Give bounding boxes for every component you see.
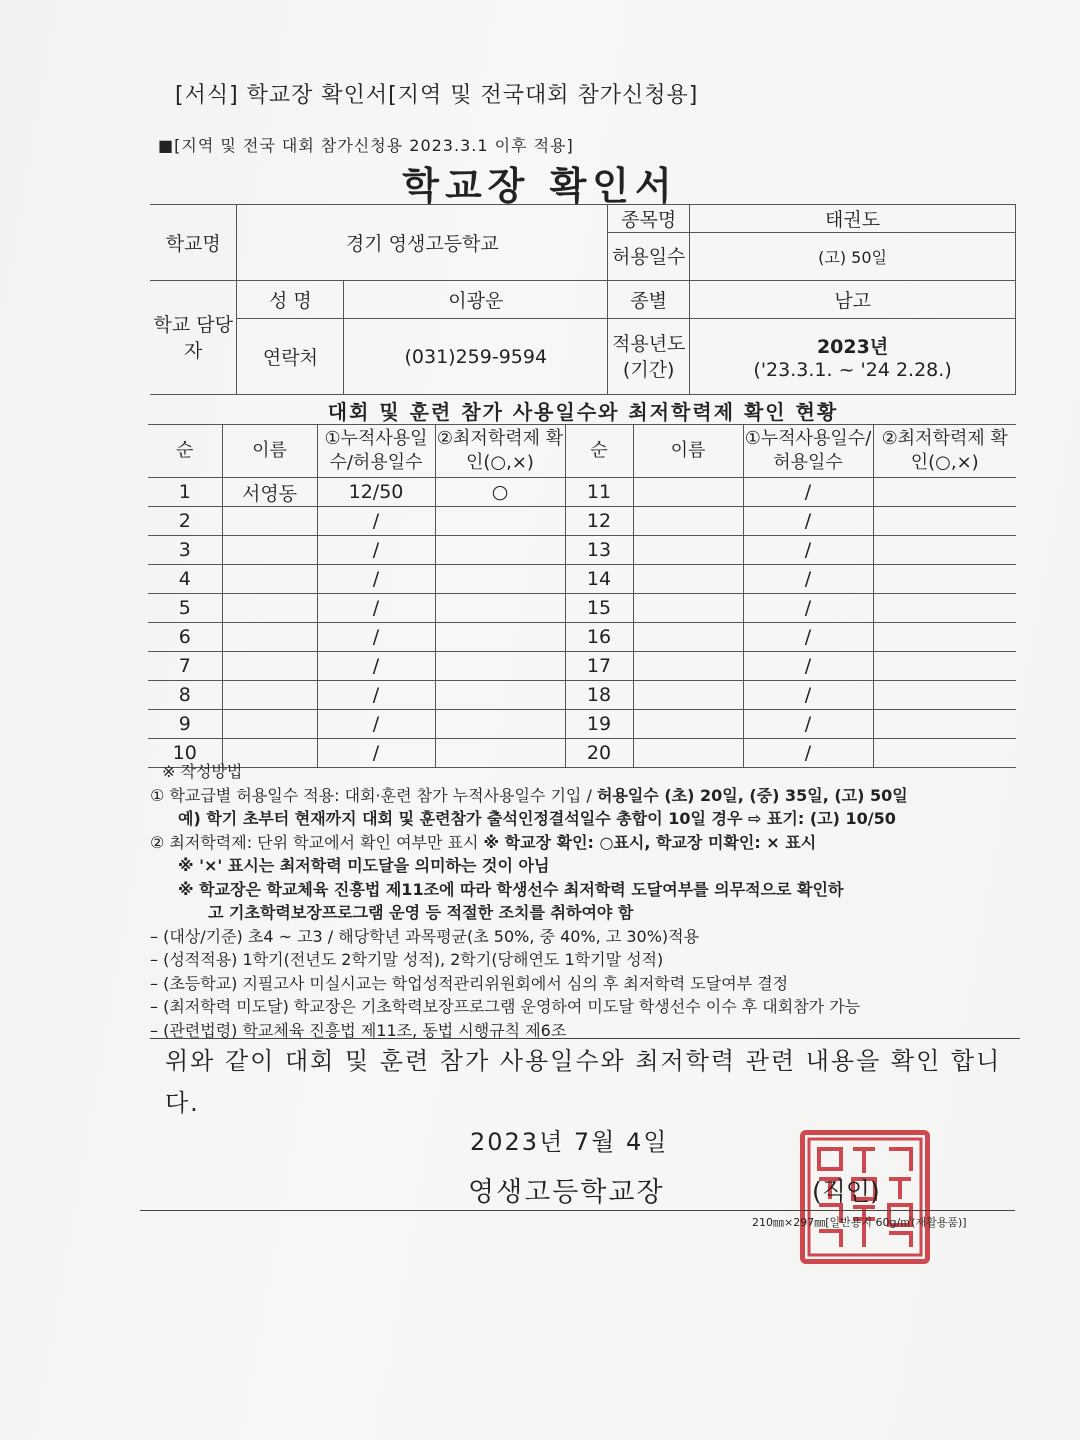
col-header-name: 이름 xyxy=(222,425,317,478)
notes-divider xyxy=(150,1038,1020,1039)
row-days-right: / xyxy=(743,681,873,710)
row-no: 6 xyxy=(148,623,222,652)
table-row xyxy=(148,681,1016,710)
row-days: / xyxy=(317,710,435,739)
row-days: / xyxy=(317,565,435,594)
row-name xyxy=(222,507,317,536)
row-no: 4 xyxy=(148,565,222,594)
row-name-right xyxy=(633,594,743,623)
table-row xyxy=(148,478,1016,507)
name-label: 성 명 xyxy=(237,281,344,319)
school-name-value: 경기 영생고등학교 xyxy=(237,205,608,281)
row-days-right: / xyxy=(743,478,873,507)
row-name xyxy=(222,623,317,652)
row-no: 2 xyxy=(148,507,222,536)
manager-label: 학교 담당자 xyxy=(150,281,237,395)
row-name-right xyxy=(633,652,743,681)
row-check-right xyxy=(873,507,1016,536)
table-row xyxy=(148,623,1016,652)
category-value: 남고 xyxy=(690,281,1016,319)
row-check xyxy=(435,507,565,536)
row-name xyxy=(222,565,317,594)
principal-name: 영생고등학교장 xyxy=(468,1177,665,1208)
row-name-right xyxy=(633,565,743,594)
note-3: ※ '×' 표시는 최저학력 미도달을 의미하는 것이 아님 xyxy=(178,856,550,875)
detail-4: – (최저학력 미도달) 학교장은 기초학력보장프로그램 운영하여 미도달 학생선수 이수 후 대회참가 가능 xyxy=(150,997,861,1016)
year-cell xyxy=(690,319,1016,395)
form-label: [서식] 학교장 확인서[지역 및 전국대회 참가신청용] xyxy=(175,83,699,108)
notes-heading: ※ 작성방법 xyxy=(162,762,243,781)
row-days: / xyxy=(317,536,435,565)
confirm-statement: 위와 같이 대회 및 훈련 참가 사용일수와 최저학력 관련 내용을 확인 합니다. xyxy=(165,1047,1002,1117)
col-header-days-right: ①누적사용일수/허용일수 xyxy=(743,425,873,478)
col-header-check-right: ②최저학력제 확인(○,×) xyxy=(873,425,1016,478)
row-name xyxy=(222,710,317,739)
row-days: / xyxy=(317,739,435,768)
col-header-no-right: 순 xyxy=(565,425,633,478)
contact-value: (031)259-9594 xyxy=(344,319,608,395)
row-check xyxy=(435,594,565,623)
table-row xyxy=(148,565,1016,594)
note-2-b: ※ 학교장 확인: ○표시, 학교장 미확인: × 표시 xyxy=(483,832,817,852)
detail-1: – (대상/기준) 초4 ~ 고3 / 해당학년 과목평균(초 50%, 중 40%, 고 30%)적용 xyxy=(150,926,700,946)
row-check xyxy=(435,710,565,739)
row-days-right: / xyxy=(743,623,873,652)
row-name xyxy=(222,536,317,565)
row-no-right: 17 xyxy=(565,652,633,681)
row-days: / xyxy=(317,507,435,536)
notes xyxy=(150,760,1020,1042)
row-days: / xyxy=(317,681,435,710)
row-check-right xyxy=(873,565,1016,594)
page-title: 학교장 확인서 xyxy=(402,164,678,208)
year-value: 2023년 xyxy=(816,336,889,358)
col-header-check: ②최저학력제 확인(○,×) xyxy=(435,425,565,478)
table-row xyxy=(148,536,1016,565)
row-name xyxy=(222,594,317,623)
detail-3: – (초등학교) 지필고사 미실시교는 학업성적관리위원회에서 심의 후 최저학력 도달여부 결정 xyxy=(150,973,789,993)
table-row xyxy=(148,652,1016,681)
issue-date: 2023년 7월 4일 xyxy=(470,1128,669,1156)
row-days: / xyxy=(317,652,435,681)
row-no: 8 xyxy=(148,681,222,710)
manager-name: 이광운 xyxy=(344,281,608,319)
year-label: 적용년도 (기간) xyxy=(608,319,690,395)
apply-label: ■[지역 및 전국 대회 참가신청용 2023.3.1 이후 적용] xyxy=(158,136,574,155)
note-1-a: ① 학교급별 허용일수 적용: 대회·훈련 참가 누적사용일수 기입 / xyxy=(150,785,597,805)
row-days: / xyxy=(317,594,435,623)
row-name: 서영동 xyxy=(222,478,317,507)
row-check xyxy=(435,652,565,681)
row-check-right xyxy=(873,652,1016,681)
seal-label: (직인) xyxy=(812,1177,880,1206)
row-name xyxy=(222,652,317,681)
table-row xyxy=(148,594,1016,623)
row-check xyxy=(435,565,565,594)
bottom-divider xyxy=(140,1210,1015,1211)
row-days-right: / xyxy=(743,507,873,536)
row-check-right xyxy=(873,710,1016,739)
row-no-right: 15 xyxy=(565,594,633,623)
row-no-right: 12 xyxy=(565,507,633,536)
note-1-b: 허용일수 (초) 20일, (중) 35일, (고) 50일 xyxy=(596,785,908,805)
row-no: 9 xyxy=(148,710,222,739)
col-header-no: 순 xyxy=(148,425,222,478)
row-check-right xyxy=(873,594,1016,623)
row-name-right xyxy=(633,507,743,536)
row-check-right xyxy=(873,536,1016,565)
note-4: ※ 학교장은 학교체육 진흥법 제11조에 따라 학생선수 최저학력 도달여부를 의무적으로 확인하 xyxy=(178,879,844,899)
row-no-right: 16 xyxy=(565,623,633,652)
table-row xyxy=(148,507,1016,536)
row-check-right xyxy=(873,478,1016,507)
row-no: 10 xyxy=(148,739,222,768)
row-no: 3 xyxy=(148,536,222,565)
detail-5: – (관련법령) 학교체육 진흥법 제11조, 동법 시행규칙 제6조 xyxy=(150,1020,567,1040)
row-check xyxy=(435,623,565,652)
col-header-name-right: 이름 xyxy=(633,425,743,478)
row-no-right: 14 xyxy=(565,565,633,594)
row-days-right: / xyxy=(743,710,873,739)
row-days-right: / xyxy=(743,652,873,681)
school-name-label: 학교명 xyxy=(150,205,237,281)
row-days-right: / xyxy=(743,739,873,768)
sport-label: 종목명 xyxy=(608,205,690,233)
row-name-right xyxy=(633,681,743,710)
row-no: 5 xyxy=(148,594,222,623)
row-days: / xyxy=(317,623,435,652)
row-no-right: 19 xyxy=(565,710,633,739)
row-no-right: 11 xyxy=(565,478,633,507)
allowed-days-label: 허용일수 xyxy=(608,233,690,281)
paper-spec: 210㎜×297㎜[일반용지 60g/㎡(재활용품)] xyxy=(752,1216,967,1229)
row-days-right: / xyxy=(743,594,873,623)
row-check: ○ xyxy=(435,478,565,507)
sport-value: 태권도 xyxy=(690,205,1016,233)
note-2-a: ② 최저학력제: 단위 학교에서 확인 여부만 표시 xyxy=(150,832,484,852)
row-check-right xyxy=(873,623,1016,652)
status-table xyxy=(148,424,1016,768)
note-4b: 고 기초학력보장프로그램 운영 등 적절한 조치를 취하여야 함 xyxy=(208,903,634,922)
row-no-right: 20 xyxy=(565,739,633,768)
row-check xyxy=(435,681,565,710)
row-name-right xyxy=(633,623,743,652)
note-1-c: 예) 학기 초부터 현재까지 대회 및 훈련참가 출석인정결석일수 총합이 10일 경우 ⇨ 표기: (고) 10/50 xyxy=(178,809,896,828)
row-no-right: 13 xyxy=(565,536,633,565)
allowed-days-value: (고) 50일 xyxy=(690,233,1016,281)
row-days-right: / xyxy=(743,565,873,594)
status-title: 대회 및 훈련 참가 사용일수와 최저학력제 확인 현황 xyxy=(327,400,839,424)
note-2 xyxy=(150,831,1020,855)
note-1 xyxy=(150,784,1020,808)
row-check-right xyxy=(873,681,1016,710)
detail-2: – (성적적용) 1학기(전년도 2학기말 성적), 2학기(당해연도 1학기말 성적) xyxy=(150,950,664,969)
col-header-days: ①누적사용일수/허용일수 xyxy=(317,425,435,478)
row-check xyxy=(435,536,565,565)
info-table xyxy=(150,204,1016,395)
row-name-right xyxy=(633,710,743,739)
period-value: ('23.3.1. ~ '24 2.28.) xyxy=(753,359,952,381)
row-name-right xyxy=(633,536,743,565)
row-name-right xyxy=(633,478,743,507)
row-name xyxy=(222,681,317,710)
row-no-right: 18 xyxy=(565,681,633,710)
row-days: 12/50 xyxy=(317,478,435,507)
contact-label: 연락처 xyxy=(237,319,344,395)
row-days-right: / xyxy=(743,536,873,565)
category-label: 종별 xyxy=(608,281,690,319)
row-no: 1 xyxy=(148,478,222,507)
row-no: 7 xyxy=(148,652,222,681)
table-row xyxy=(148,710,1016,739)
